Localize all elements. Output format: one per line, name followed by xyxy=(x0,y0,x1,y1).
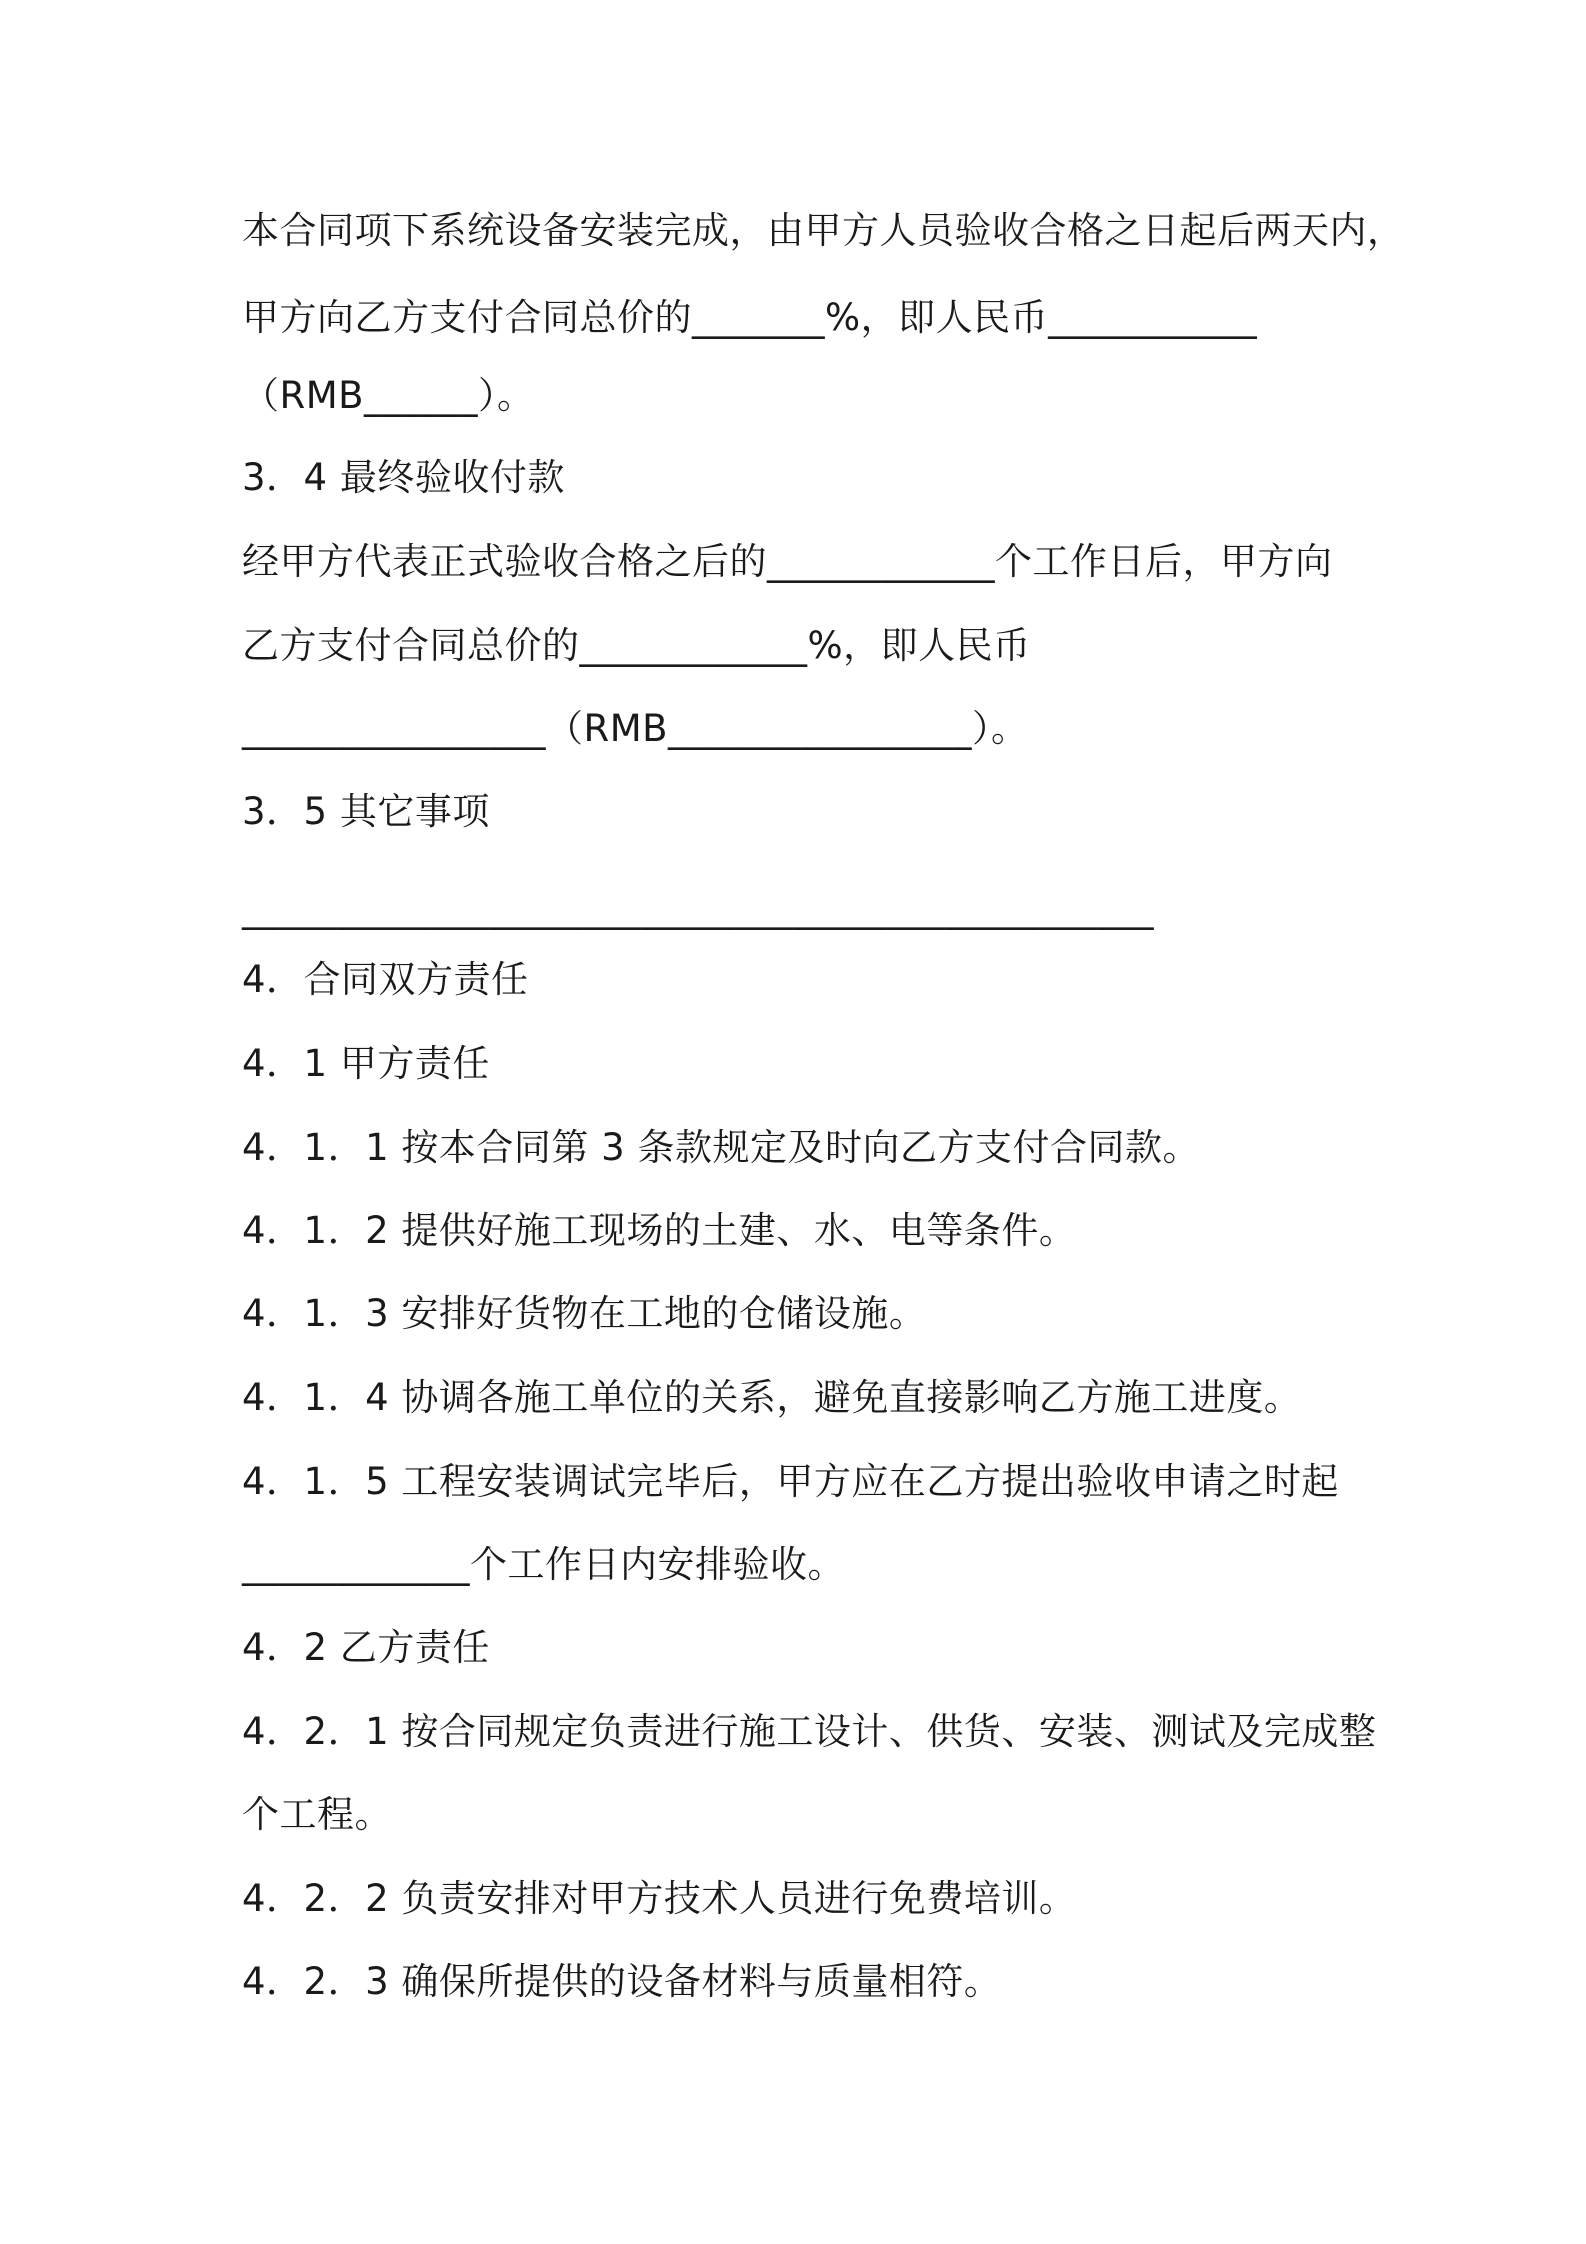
section-heading: 3．5 其它事项 xyxy=(242,790,490,833)
paragraph-line: 乙方支付合同总价的____________%，即人民币 xyxy=(242,624,1031,667)
clause-line: 4．1．5 工程安装调试完毕后，甲方应在乙方提出验收申请之时起 xyxy=(242,1460,1339,1503)
section-heading: 4．合同双方责任 xyxy=(242,958,529,1001)
section-heading: 4．1 甲方责任 xyxy=(242,1042,490,1085)
clause-line: 个工程。 xyxy=(242,1793,392,1836)
blank-fill-line: ________________________________________________ xyxy=(242,887,1154,930)
paragraph-line: （RMB______）。 xyxy=(242,374,535,417)
paragraph-line: ________________（RMB________________）。 xyxy=(242,707,1029,750)
clause-line: 4．2．1 按合同规定负责进行施工设计、供货、安装、测试及完成整 xyxy=(242,1710,1377,1753)
paragraph-line: 经甲方代表正式验收合格之后的____________个工作日后，甲方向 xyxy=(242,540,1333,583)
clause-line: 4．1．1 按本合同第 3 条款规定及时向乙方支付合同款。 xyxy=(242,1126,1200,1169)
clause-line: ____________个工作日内安排验收。 xyxy=(242,1543,845,1586)
clause-line: 4．1．4 协调各施工单位的关系，避免直接影响乙方施工进度。 xyxy=(242,1376,1302,1419)
clause-line: 4．2．3 确保所提供的设备材料与质量相符。 xyxy=(242,1960,1002,2003)
clause-line: 4．1．3 安排好货物在工地的仓储设施。 xyxy=(242,1292,927,1335)
clause-line: 4．2．2 负责安排对甲方技术人员进行免费培训。 xyxy=(242,1877,1077,1920)
section-heading: 4．2 乙方责任 xyxy=(242,1626,490,1669)
clause-line: 4．1．2 提供好施工现场的土建、水、电等条件。 xyxy=(242,1209,1077,1252)
paragraph-line: 甲方向乙方支付合同总价的_______%，即人民币___________ xyxy=(242,296,1258,339)
paragraph-line: 本合同项下系统设备安装完成，由甲方人员验收合格之日起后两天内， xyxy=(242,209,1405,252)
section-heading: 3．4 最终验收付款 xyxy=(242,456,565,499)
